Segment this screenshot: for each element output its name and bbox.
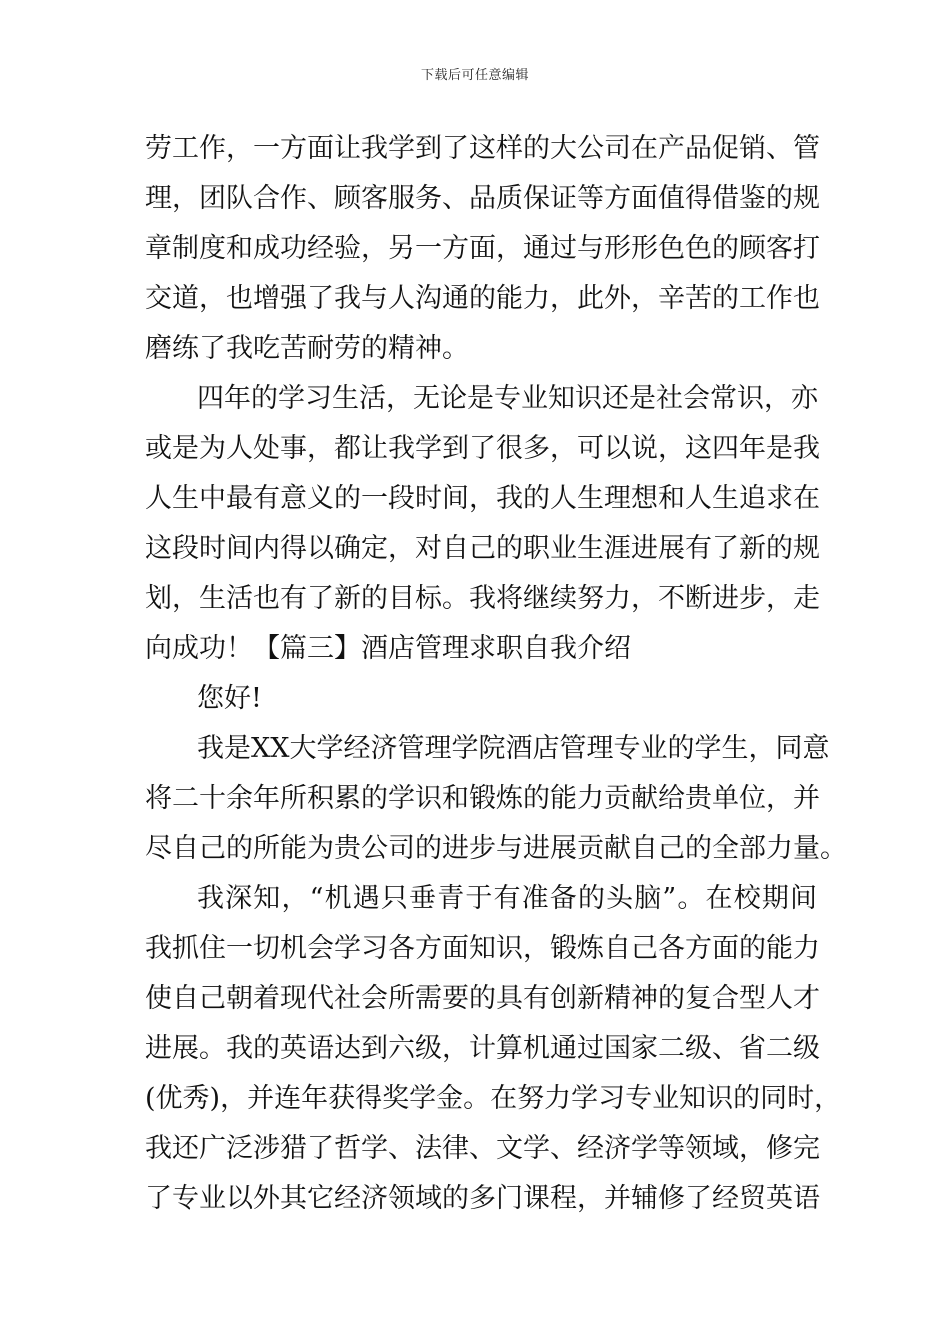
text-line: 向成功！【篇三】酒店管理求职自我介绍 [145, 633, 631, 664]
text-line: 人生中最有意义的一段时间，我的人生理想和人生追求在 [145, 483, 820, 514]
text-line: 划，生活也有了新的目标。我将继续努力，不断进步，走 [145, 583, 820, 614]
text-line: 进展。我的英语达到六级，计算机通过国家二级、省二级 [145, 1033, 820, 1064]
text-line: 您好! [197, 683, 262, 714]
document-body [145, 124, 847, 1224]
text-line: 章制度和成功经验，另一方面，通过与形形色色的顾客打 [145, 233, 820, 264]
page-header: 下载后可任意编辑 [420, 68, 529, 83]
text-line: 我抓住一切机会学习各方面知识，锻炼自己各方面的能力 [145, 933, 820, 964]
text-line: 理，团队合作、顾客服务、品质保证等方面值得借鉴的规 [145, 183, 820, 214]
text-line: 磨练了我吃苦耐劳的精神。 [145, 333, 469, 364]
text-line: 将二十余年所积累的学识和锻炼的能力贡献给贵单位，并 [145, 783, 820, 814]
text-line: 我还广泛涉猎了哲学、法律、文学、经济学等领域，修完 [145, 1133, 820, 1164]
text-line: 交道，也增强了我与人沟通的能力，此外，辛苦的工作也 [145, 283, 820, 314]
text-line: 这段时间内得以确定，对自己的职业生涯进展有了新的规 [145, 533, 820, 564]
text-line: 我是XX大学经济管理学院酒店管理专业的学生，同意 [197, 733, 830, 764]
text-line: 我深知，“机遇只垂青于有准备的头脑”。在校期间 [197, 883, 817, 914]
text-line: 尽自己的所能为贵公司的进步与进展贡献自己的全部力量。 [145, 833, 847, 864]
text-line: (优秀)，并连年获得奖学金。在努力学习专业知识的同时， [145, 1083, 842, 1114]
text-line: 或是为人处事，都让我学到了很多，可以说，这四年是我 [145, 433, 820, 464]
text-line: 了专业以外其它经济领域的多门课程，并辅修了经贸英语 [145, 1183, 820, 1214]
text-line: 使自己朝着现代社会所需要的具有创新精神的复合型人才 [145, 983, 820, 1014]
text-line: 劳工作，一方面让我学到了这样的大公司在产品促销、管 [145, 133, 820, 164]
text-line: 四年的学习生活，无论是专业知识还是社会常识，亦 [197, 383, 818, 414]
